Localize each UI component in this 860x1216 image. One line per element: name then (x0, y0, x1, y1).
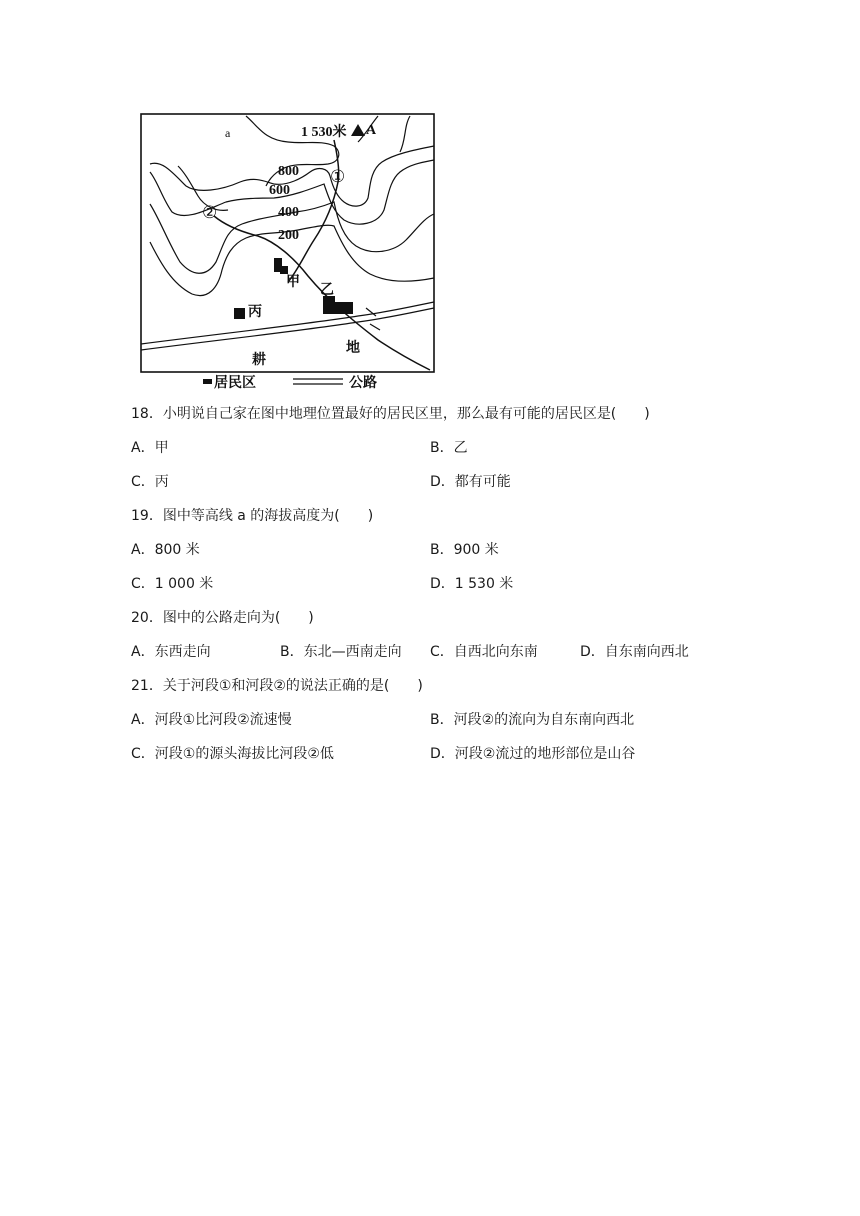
contour-800-label: 800 (278, 164, 299, 179)
q18-option-d[interactable]: D．都有可能 (430, 474, 511, 490)
q20-option-b[interactable]: B．东北—西南走向 (280, 644, 402, 660)
settlement-jia-label: 甲 (286, 274, 300, 290)
q20-option-c[interactable]: C．自西北向东南 (430, 644, 538, 660)
question-18-stem: 18．小明说自己家在图中地理位置最好的居民区里，那么最有可能的居民区是( ) (131, 406, 650, 422)
question-21-stem: 21．关于河段①和河段②的说法正确的是( ) (131, 678, 423, 694)
contour-400-label: 400 (278, 205, 299, 220)
q18-option-c[interactable]: C．丙 (131, 474, 169, 490)
contour-600-label: 600 (269, 183, 290, 198)
contour-map-figure (138, 112, 438, 394)
q18-option-a[interactable]: A．甲 (131, 440, 169, 456)
settlement-yi-label: 乙 (320, 282, 334, 298)
q19-option-b[interactable]: B．900 米 (430, 542, 499, 558)
farmland-label-2: 地 (346, 340, 360, 356)
road-line-upper (141, 302, 434, 344)
road-line-lower (141, 308, 434, 350)
contour-200-label: 200 (278, 228, 299, 243)
river-1-label: ① (330, 167, 346, 186)
q20-option-d[interactable]: D．自东南向西北 (580, 644, 689, 660)
farmland-label-1: 耕 (252, 352, 266, 368)
question-19-stem: 19．图中等高线 a 的海拔高度为( ) (131, 508, 374, 524)
q19-option-d[interactable]: D．1 530 米 (430, 576, 514, 592)
map-frame (141, 114, 434, 372)
legend-residential-label: 居民区 (214, 375, 256, 391)
legend-road-label: 公路 (349, 375, 377, 391)
q21-option-d[interactable]: D．河段②流过的地形部位是山谷 (430, 746, 636, 762)
settlement-jia-block-b (280, 266, 288, 274)
settlement-bing-block (234, 308, 245, 319)
q21-option-a[interactable]: A．河段①比河段②流速慢 (131, 712, 292, 728)
q19-option-c[interactable]: C．1 000 米 (131, 576, 214, 592)
peak-elevation-label: 1 530米 (301, 125, 347, 140)
q18-option-b[interactable]: B．乙 (430, 440, 468, 456)
q20-option-a[interactable]: A．东西走向 (131, 644, 211, 660)
q21-option-c[interactable]: C．河段①的源头海拔比河段②低 (131, 746, 334, 762)
peak-triangle (351, 124, 365, 136)
question-20-stem: 20．图中的公路走向为( ) (131, 610, 314, 626)
q21-option-b[interactable]: B．河段②的流向为自东南向西北 (430, 712, 635, 728)
settlement-bing-label: 丙 (248, 304, 262, 320)
river-2-label: ② (202, 203, 218, 222)
contour-valley-right (400, 116, 410, 152)
peak-letter-label: A (366, 123, 377, 138)
q19-option-a[interactable]: A．800 米 (131, 542, 200, 558)
contour-map (138, 112, 438, 394)
contour-a-label: a (225, 126, 231, 140)
settlement-yi-block-b (333, 302, 353, 314)
legend-residential-swatch (203, 379, 212, 384)
